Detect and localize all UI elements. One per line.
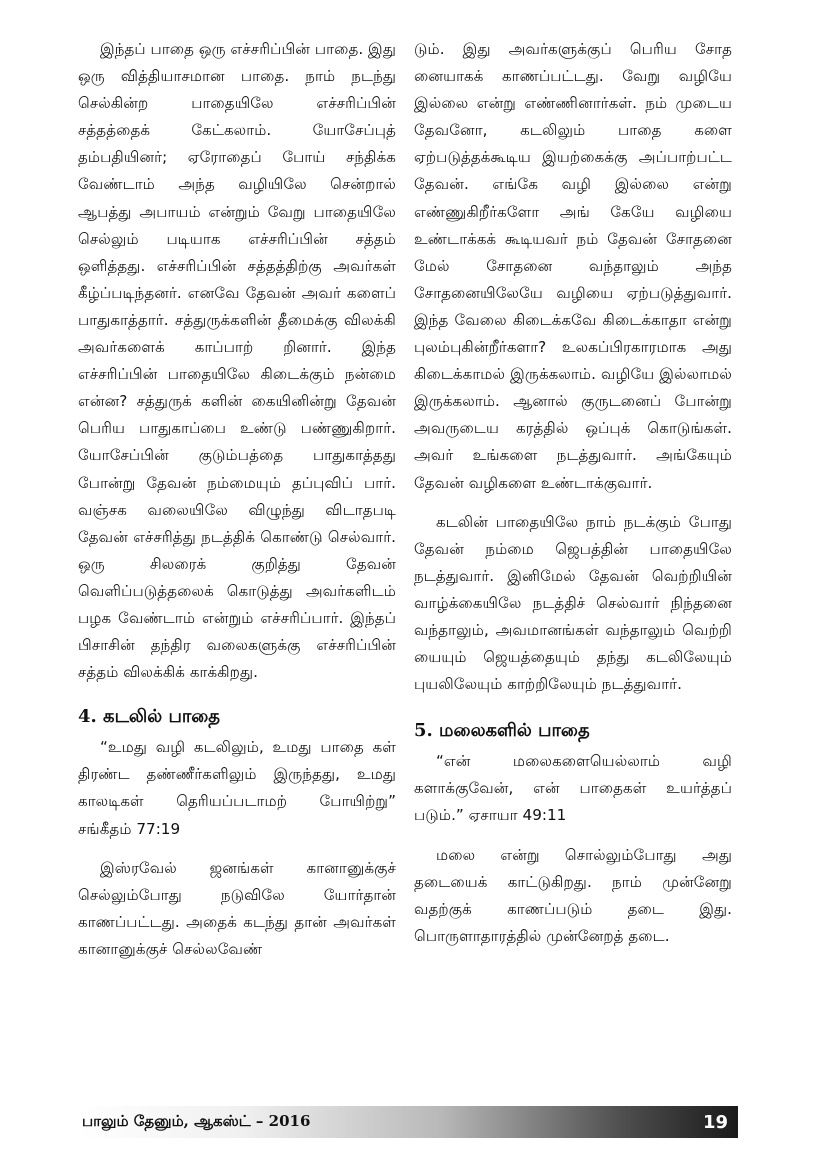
page-number: 19: [702, 1111, 728, 1133]
page-footer: [78, 1106, 738, 1138]
right-column: [414, 36, 732, 950]
left-paragraph-2: இஸ்ரவேல் ஜனங்கள் கானானுக்குச் செல்லும்போது நடுவிலே யோர்தான் காணப்பட்டது. அதைக் கடந்து தான் அவர்கள் கானானுக்குச் செல்லவேண்: [78, 858, 396, 958]
section-4-quote: “உமது வழி கடலிலும், உமது பாதை கள் திரண்ட தண்ணீர்களிலும் இருந்தது, உமது காலடிகள் தெரியப்படாமற் போயிற்று” சங்கீதம் 77:19: [78, 738, 396, 838]
publication-title: பாலும் தேனும், ஆகஸ்ட் – 2016: [82, 1112, 311, 1130]
section-4-title: 4. கடலில் பாதை: [78, 706, 220, 728]
left-column: [78, 36, 396, 963]
left-paragraph-1: இந்தப் பாதை ஒரு எச்சரிப்பின் பாதை. இது ஒரு வித்தியாசமான பாதை. நாம் நடந்து செல்கின்ற பாதையிலே எச்சரிப்பின் சத்தத்தைக் கேட்கலாம். யோசேப்புத் தம்பதியினர்; ஏரோதைப் போய் சந்திக்க வேண்டாம் அந்த வழியிலே சென்றால் ஆபத்து அபாயம் என்றும் வேறு பாதையிலே செல்லும் படியாக எச்சரிப்பின் சத்தம் ஒளித்தது. எச்சரிப்பின் சத்தத்திற்கு அவர்கள் கீழ்ப்படிந்தனர். எனவே தேவன் அவர் களைப் பாதுகாத்தார். சத்துருக்களின் தீமைக்கு விலக்கி அவர்களைக் காப்பாற் றினார். இந்த எச்சரிப்பின் பாதையிலே கிடைக்கும் நன்மை என்ன? சத்துருக் களின் கையினின்று தேவன் பெரிய பாதுகாப்பை உண்டு பண்ணுகிறார். யோசேப்பின் குடும்பத்தை பாதுகாத்தது போன்று தேவன் நம்மையும் தப்புவிப் பார். வஞ்சக வலையிலே விழுந்து விடாதபடி தேவன் எச்சரித்து நடத்திக் கொண்டு செல்வார். ஒரு சிலரைக் குறித்து தேவன் வெளிப்படுத்தலைக் கொடுத்து அவர்களிடம் பழக வேண்டாம் என்றும் எச்சரிப்பார். இந்தப் பிசாசின் தந்திர வலைகளுக்கு எச்சரிப்பின் சத்தம் விலக்கிக் காக்கிறது.: [78, 40, 396, 682]
right-paragraph-1: டும். இது அவர்களுக்குப் பெரிய சோத னையாகக் காணப்பட்டது. வேறு வழியே இல்லை என்று எண்ணினார்கள். நம் முடைய தேவனோ, கடலிலும் பாதை களை ஏற்படுத்தக்கூடிய இயற்கைக்கு அப்பாற்பட்ட தேவன். எங்கே வழி இல்லை என்று எண்ணுகிறீர்களோ அங் கேயே வழியை உண்டாக்கக் கூடியவர் நம் தேவன் சோதனை மேல் சோதனை வந்தாலும் அந்த சோதனையிலேயே வழியை ஏற்படுத்துவார். இந்த வேலை கிடைக்கவே கிடைக்காதா என்று புலம்புகின்றீர்களா? உலகப்பிரகாரமாக அது கிடைக்காமல் இருக்கலாம். வழியே இல்லாமல் இருக்கலாம். ஆனால் குருடனைப் போன்று அவருடைய கரத்தில் ஒப்புக் கொடுங்கள். அவர் உங்களை நடத்துவார். அங்கேயும் தேவன் வழிகளை உண்டாக்குவார்.: [414, 40, 732, 492]
right-paragraph-2: கடலின் பாதையிலே நாம் நடக்கும் போது தேவன் நம்மை ஜெபத்தின் பாதையிலே நடத்துவார். இனிமேல் தேவன் வெற்றியின் வாழ்க்கையிலே நடத்திச் செல்வார் நிந்தனை வந்தாலும், அவமானங்கள் வந்தாலும் வெற்றி யையும் ஜெயத்தையும் தந்து கடலிலேயும் புயலிலேயும் காற்றிலேயும் நடத்துவார்.: [414, 512, 732, 694]
section-5-quote: “என் மலைகளையெல்லாம் வழி களாக்குவேன், என் பாதைகள் உயர்த்தப் படும்.” ஏசாயா 49:11: [414, 752, 732, 825]
section-5-title: 5. மலைகளில் பாதை: [414, 720, 590, 742]
right-paragraph-3: மலை என்று சொல்லும்போது அது தடையைக் காட்டுகிறது. நாம் முன்னேறு வதற்குக் காணப்படும் தடை இது. பொருளாதாரத்தில் முன்னேறத் தடை.: [414, 845, 732, 945]
